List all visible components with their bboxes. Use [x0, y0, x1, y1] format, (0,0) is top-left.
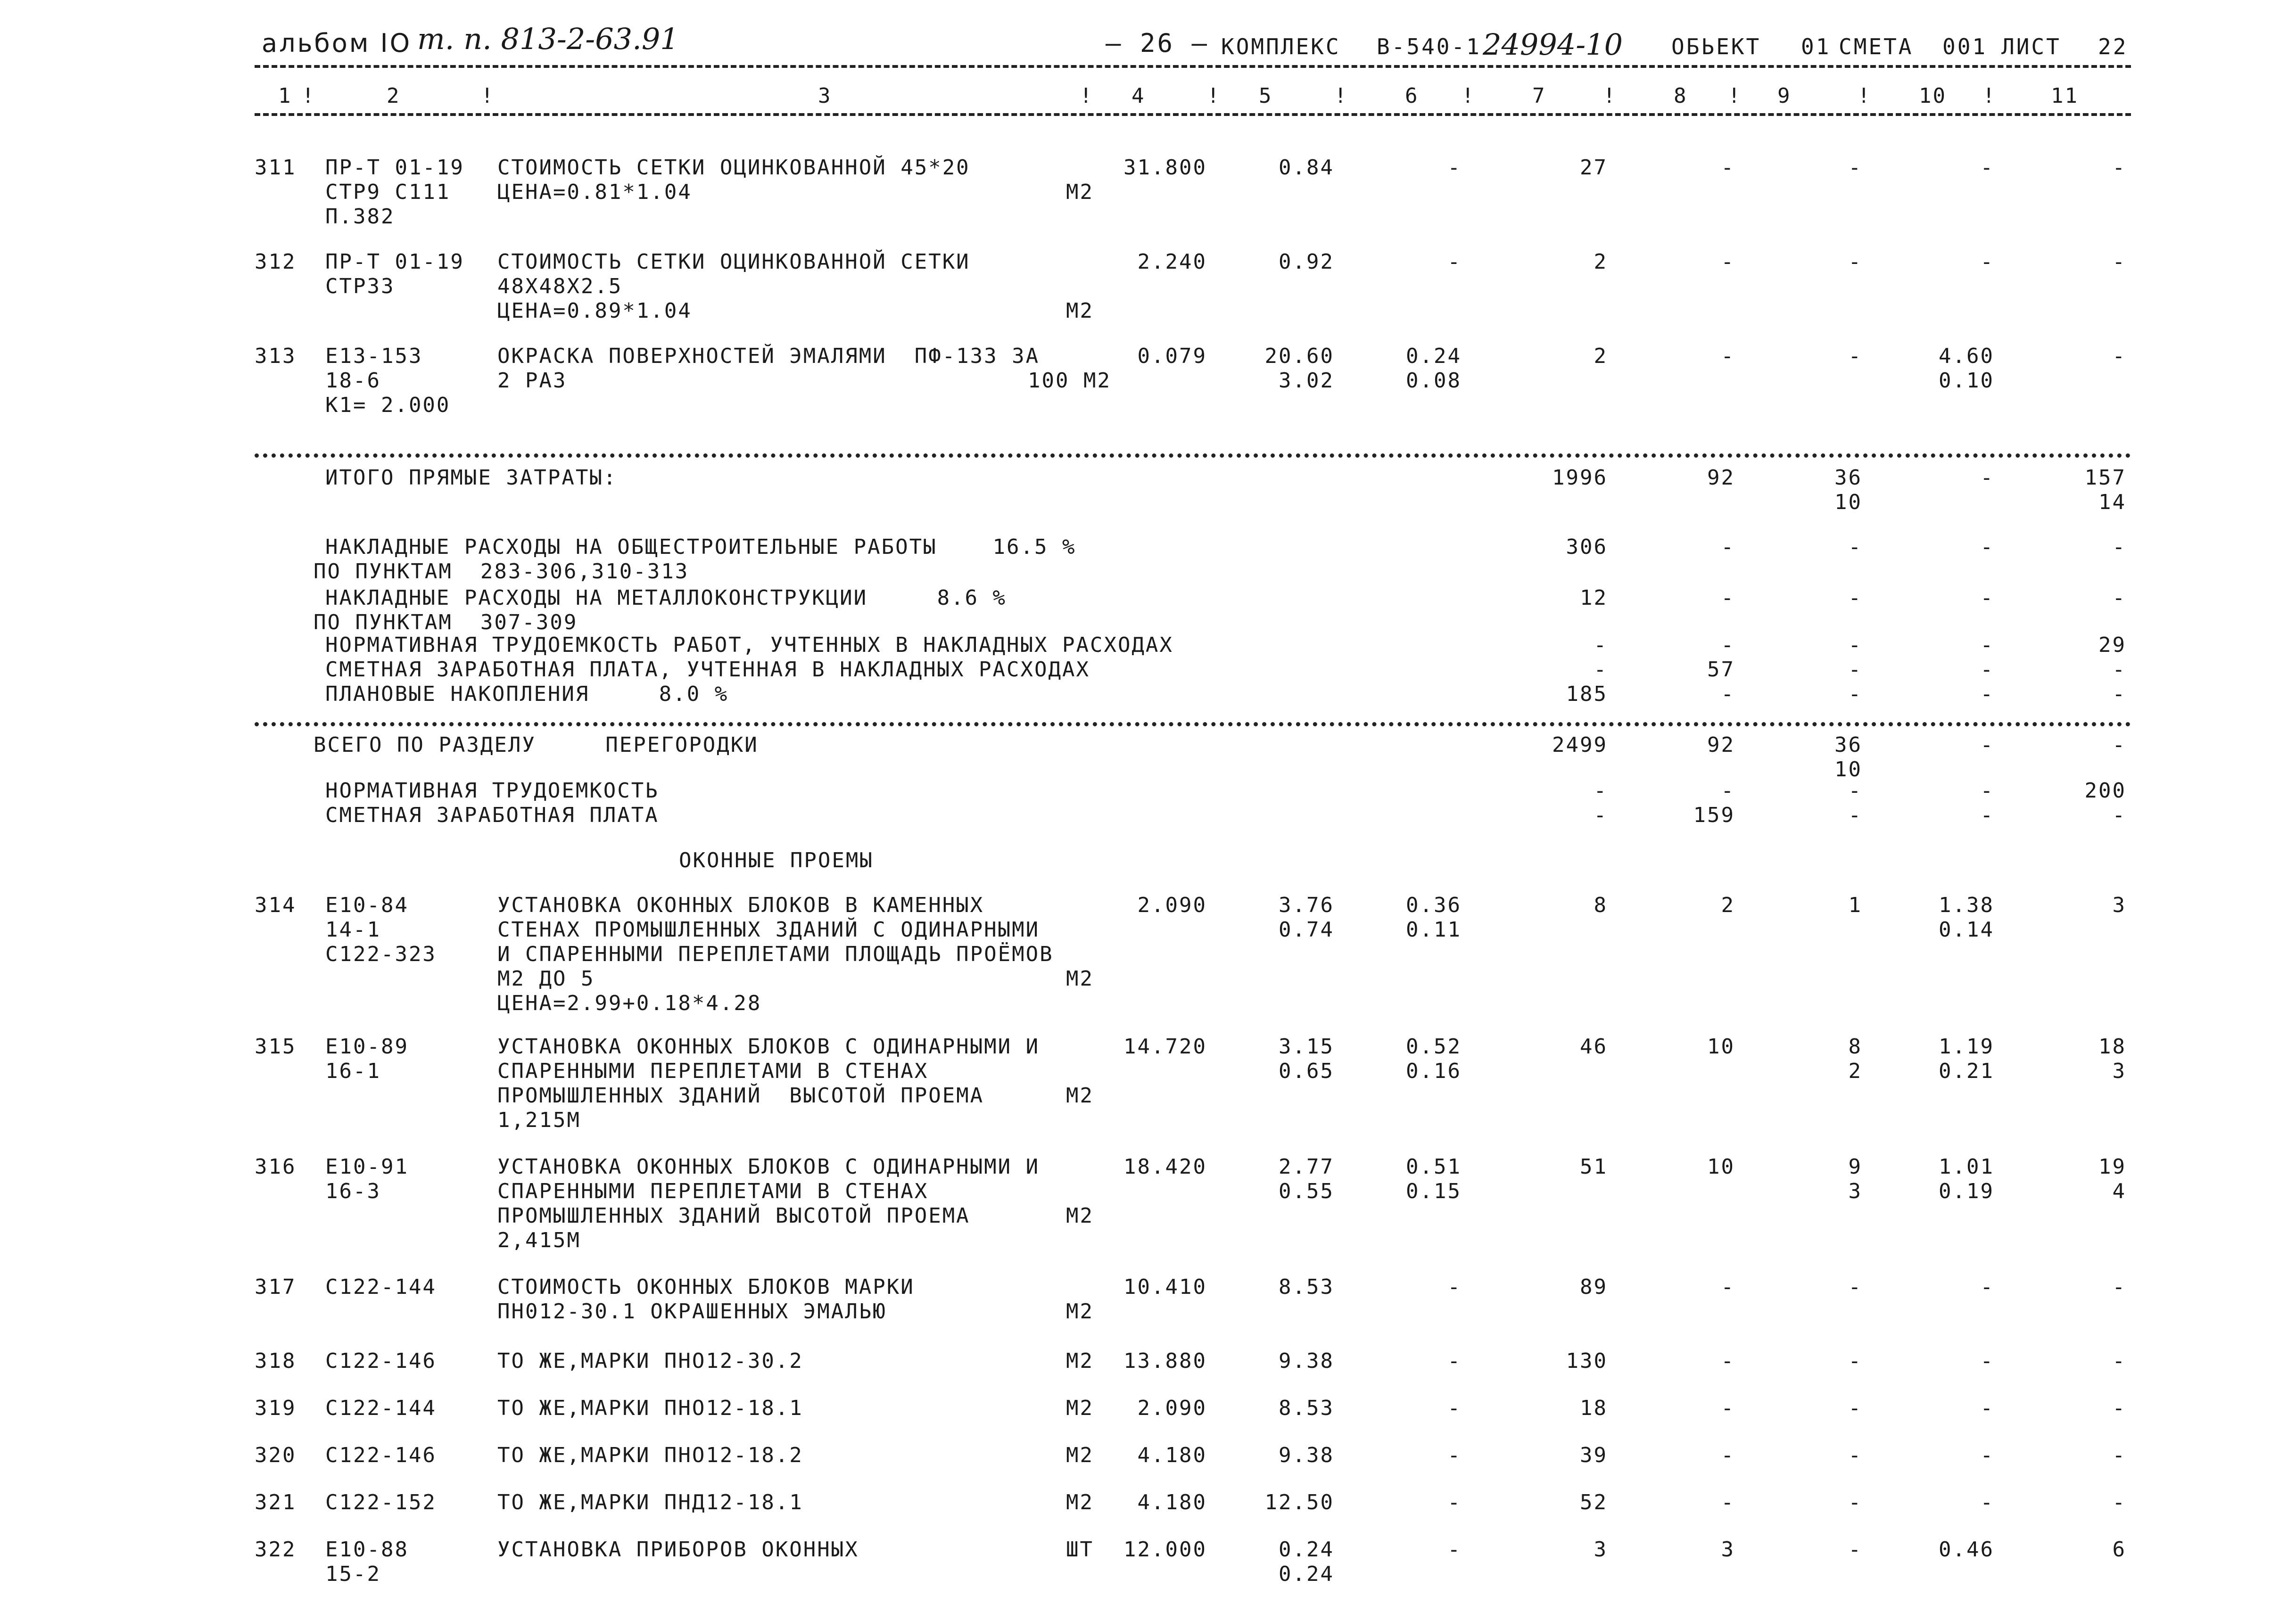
section-total-col-10: - — [1980, 733, 1994, 757]
row-description: ПРОМЫШЛЕННЫХ ЗДАНИЙ ВЫСОТОЙ ПРОЕМА — [497, 1084, 984, 1108]
row-unit: 100 М2 — [1028, 369, 1111, 393]
row-code: С122-144 — [325, 1275, 437, 1299]
row-quantity: 10.410 — [1123, 1275, 1207, 1299]
section-labor-col-7: - — [1594, 779, 1608, 803]
labor-norm-col-9: - — [1848, 633, 1862, 657]
row-unit: М2 — [1066, 1084, 1094, 1108]
row-col-10: 0.10 — [1939, 369, 1994, 393]
row-col-10: 1.19 — [1939, 1035, 1994, 1059]
row-col-6: - — [1447, 1490, 1462, 1514]
row-code: 15-2 — [325, 1562, 381, 1586]
row-col-8: 10 — [1707, 1035, 1735, 1059]
row-quantity: 2.240 — [1137, 250, 1207, 274]
row-col-7: 18 — [1580, 1396, 1608, 1420]
row-col-8: - — [1721, 1490, 1735, 1514]
row-col-5: 0.24 — [1279, 1562, 1334, 1586]
row-col-6: - — [1447, 1443, 1462, 1467]
row-description: 48Х48Х2.5 — [497, 274, 623, 298]
column-number-3: 3 — [818, 84, 832, 108]
object-value: 01 — [1801, 34, 1831, 59]
row-description: ПН012-30.1 ОКРАШЕННЫХ ЭМАЛЬЮ — [497, 1299, 887, 1324]
column-divider-6: ! — [1462, 84, 1476, 108]
row-unit: М2 — [1066, 1299, 1094, 1324]
row-col-7: 27 — [1580, 156, 1608, 180]
row-col-6: 0.51 — [1406, 1155, 1462, 1179]
section-labor-label: НОРМАТИВНАЯ ТРУДОЕМКОСТЬ — [325, 779, 659, 803]
labor-norm-col-10: - — [1980, 633, 1994, 657]
row-code: 16-1 — [325, 1059, 381, 1083]
row-col-11: - — [2112, 1396, 2126, 1420]
section-wage-col-9: - — [1848, 803, 1862, 827]
row-col-11: - — [2112, 1275, 2126, 1299]
row-code: 18-6 — [325, 369, 381, 393]
wage-col-10: - — [1980, 658, 1994, 682]
wage-label: СМЕТНАЯ ЗАРАБОТНАЯ ПЛАТА, УЧТЕННАЯ В НАКЛАДНЫХ РАСХОДАХ — [325, 658, 1090, 682]
row-description: СПАРЕННЫМИ ПЕРЕПЛЕТАМИ В СТЕНАХ — [497, 1059, 929, 1083]
row-col-10: - — [1980, 1396, 1994, 1420]
row-code: 16-3 — [325, 1179, 381, 1203]
row-description: М2 ДО 5 — [497, 967, 595, 991]
row-unit: М2 — [1066, 1490, 1094, 1514]
row-col-10: - — [1980, 250, 1994, 274]
page-number: – 26 – — [1106, 28, 1209, 58]
row-col-9: 3 — [1848, 1179, 1862, 1203]
row-col-9: 2 — [1848, 1059, 1862, 1083]
row-col-11: 4 — [2112, 1179, 2126, 1203]
row-col-11: - — [2112, 1349, 2126, 1373]
section-labor-col-10: - — [1980, 779, 1994, 803]
row-number: 318 — [255, 1349, 297, 1373]
overhead-metal-label: НАКЛАДНЫЕ РАСХОДЫ НА МЕТАЛЛОКОНСТРУКЦИИ 8.6 % — [325, 586, 1007, 610]
row-description: СТОИМОСТЬ СЕТКИ ОЦИНКОВАННОЙ СЕТКИ — [497, 250, 970, 274]
row-number: 317 — [255, 1275, 297, 1299]
overhead-metal-col-8: - — [1721, 586, 1735, 610]
row-description: ТО ЖЕ,МАРКИ ПНО12-18.2 — [497, 1443, 803, 1467]
row-col-11: 6 — [2112, 1538, 2126, 1562]
row-col-11: - — [2112, 156, 2126, 180]
direct-costs-col-7: 1996 — [1552, 466, 1608, 490]
row-code: Е10-91 — [325, 1155, 409, 1179]
row-description: СТОИМОСТЬ СЕТКИ ОЦИНКОВАННОЙ 45*20 — [497, 156, 970, 180]
header-separator-bottom — [255, 113, 2131, 116]
row-quantity: 0.079 — [1137, 344, 1207, 368]
row-col-6: - — [1447, 1275, 1462, 1299]
row-quantity: 31.800 — [1123, 156, 1207, 180]
overhead-general-label: НАКЛАДНЫЕ РАСХОДЫ НА ОБЩЕСТРОИТЕЛЬНЫЕ РАБОТЫ 16.5 % — [325, 535, 1076, 559]
row-col-9: - — [1848, 1396, 1862, 1420]
row-description: ТО ЖЕ,МАРКИ ПНО12-18.1 — [497, 1396, 803, 1420]
row-unit: М2 — [1066, 299, 1094, 323]
row-code: ПР-Т 01-19 — [325, 156, 464, 180]
overhead-general-items: ПО ПУНКТАМ 283-306,310-313 — [314, 559, 689, 584]
row-col-10: 0.21 — [1939, 1059, 1994, 1083]
column-divider-9: ! — [1858, 84, 1872, 108]
section-wage-col-7: - — [1594, 803, 1608, 827]
row-code: С122-323 — [325, 942, 437, 966]
row-col-9: - — [1848, 1275, 1862, 1299]
row-quantity: 12.000 — [1123, 1538, 1207, 1562]
row-col-7: 130 — [1566, 1349, 1608, 1373]
wage-col-8: 57 — [1707, 658, 1735, 682]
row-number: 319 — [255, 1396, 297, 1420]
row-col-7: 89 — [1580, 1275, 1608, 1299]
row-quantity: 2.090 — [1137, 893, 1207, 917]
overhead-general-col-7: 306 — [1566, 535, 1608, 559]
estimate-value: 001 — [1942, 34, 1988, 59]
column-number-8: 8 — [1674, 84, 1688, 108]
row-number: 313 — [255, 344, 297, 368]
row-number: 314 — [255, 893, 297, 917]
row-col-9: - — [1848, 250, 1862, 274]
row-col-8: - — [1721, 1275, 1735, 1299]
row-description: СПАРЕННЫМИ ПЕРЕПЛЕТАМИ В СТЕНАХ — [497, 1179, 929, 1203]
column-divider-7: ! — [1603, 84, 1617, 108]
row-col-5: 3.15 — [1279, 1035, 1334, 1059]
row-number: 315 — [255, 1035, 297, 1059]
row-code: П.382 — [325, 205, 395, 229]
row-col-6: 0.15 — [1406, 1179, 1462, 1203]
row-col-10: - — [1980, 1490, 1994, 1514]
row-description: 2,415М — [497, 1228, 581, 1252]
row-col-5: 9.38 — [1279, 1443, 1334, 1467]
row-quantity: 4.180 — [1137, 1443, 1207, 1467]
row-col-5: 20.60 — [1264, 344, 1334, 368]
labor-norm-col-8: - — [1721, 633, 1735, 657]
row-description: СТОИМОСТЬ ОКОННЫХ БЛОКОВ МАРКИ — [497, 1275, 915, 1299]
row-unit: М2 — [1066, 1349, 1094, 1373]
row-col-6: 0.16 — [1406, 1059, 1462, 1083]
row-col-10: - — [1980, 156, 1994, 180]
sheet-value: 22 — [2098, 34, 2128, 59]
row-description: УСТАНОВКА ОКОННЫХ БЛОКОВ С ОДИНАРНЫМИ И — [497, 1035, 1040, 1059]
column-divider-2: ! — [481, 84, 495, 108]
row-col-9: - — [1848, 1349, 1862, 1373]
row-col-9: - — [1848, 1490, 1862, 1514]
complex-handwritten: 24994-10 — [1483, 27, 1623, 62]
row-col-9: 9 — [1848, 1155, 1862, 1179]
row-col-8: - — [1721, 344, 1735, 368]
row-col-8: 3 — [1721, 1538, 1735, 1562]
column-number-1: 1 — [278, 84, 292, 108]
row-col-6: - — [1447, 250, 1462, 274]
row-col-10: 4.60 — [1939, 344, 1994, 368]
direct-costs-col-9: 36 — [1834, 466, 1862, 490]
direct-costs-col-9: 10 — [1834, 490, 1862, 514]
section-total-col-9: 36 — [1834, 733, 1862, 757]
section-labor-col-11: 200 — [2084, 779, 2126, 803]
row-description: 2 РАЗ — [497, 369, 567, 393]
row-col-7: 8 — [1594, 893, 1608, 917]
row-quantity: 2.090 — [1137, 1396, 1207, 1420]
row-col-10: 1.01 — [1939, 1155, 1994, 1179]
section-title-windows: ОКОННЫЕ ПРОЕМЫ — [679, 848, 874, 872]
row-description: СТЕНАХ ПРОМЫШЛЕННЫХ ЗДАНИЙ С ОДИНАРНЫМИ — [497, 918, 1040, 942]
overhead-metal-col-11: - — [2112, 586, 2126, 610]
row-number: 316 — [255, 1155, 297, 1179]
row-col-11: 3 — [2112, 893, 2126, 917]
row-col-7: 3 — [1594, 1538, 1608, 1562]
section-total-label: ВСЕГО ПО РАЗДЕЛУ ПЕРЕГОРОДКИ — [314, 733, 759, 757]
row-col-8: - — [1721, 1443, 1735, 1467]
row-unit: М2 — [1066, 1396, 1094, 1420]
row-col-5: 0.84 — [1279, 156, 1334, 180]
project-handwritten: т. п. 813-2-63.91 — [417, 22, 679, 56]
row-description: И СПАРЕННЫМИ ПЕРЕПЛЕТАМИ ПЛОЩАДЬ ПРОЁМОВ — [497, 942, 1054, 966]
row-col-9: 1 — [1848, 893, 1862, 917]
column-number-9: 9 — [1777, 84, 1792, 108]
row-col-10: 0.46 — [1939, 1538, 1994, 1562]
row-col-11: - — [2112, 250, 2126, 274]
row-col-5: 3.76 — [1279, 893, 1334, 917]
planned-savings-col-7: 185 — [1566, 682, 1608, 706]
row-quantity: 13.880 — [1123, 1349, 1207, 1373]
section-total-col-9: 10 — [1834, 757, 1862, 781]
column-divider-8: ! — [1728, 84, 1742, 108]
complex-code: В-540-1 — [1377, 34, 1481, 59]
column-divider-5: ! — [1334, 84, 1348, 108]
row-description: ПРОМЫШЛЕННЫХ ЗДАНИЙ ВЫСОТОЙ ПРОЕМА — [497, 1204, 970, 1228]
section-total-col-8: 92 — [1707, 733, 1735, 757]
section-wage-col-8: 159 — [1693, 803, 1735, 827]
row-col-8: - — [1721, 1349, 1735, 1373]
row-col-10: 0.19 — [1939, 1179, 1994, 1203]
row-col-8: - — [1721, 1396, 1735, 1420]
row-col-7: 39 — [1580, 1443, 1608, 1467]
row-col-5: 0.24 — [1279, 1538, 1334, 1562]
planned-savings-label: ПЛАНОВЫЕ НАКОПЛЕНИЯ 8.0 % — [325, 682, 729, 706]
row-col-9: - — [1848, 1443, 1862, 1467]
row-col-6: 0.08 — [1406, 369, 1462, 393]
overhead-metal-col-9: - — [1848, 586, 1862, 610]
header-separator-top — [255, 65, 2131, 68]
row-code: СТР33 — [325, 274, 395, 298]
row-col-6: 0.36 — [1406, 893, 1462, 917]
row-unit: М2 — [1066, 967, 1094, 991]
totals-separator — [255, 453, 2131, 458]
row-col-5: 0.65 — [1279, 1059, 1334, 1083]
column-number-4: 4 — [1131, 84, 1146, 108]
row-code: С122-146 — [325, 1349, 437, 1373]
estimate-label: СМЕТА — [1839, 34, 1914, 59]
wage-col-7: - — [1594, 658, 1608, 682]
row-col-11: 19 — [2098, 1155, 2126, 1179]
row-unit: М2 — [1066, 1443, 1094, 1467]
row-unit: ШТ — [1066, 1538, 1094, 1562]
overhead-general-col-8: - — [1721, 535, 1735, 559]
section-wage-col-11: - — [2112, 803, 2126, 827]
row-col-5: 0.92 — [1279, 250, 1334, 274]
row-col-8: - — [1721, 250, 1735, 274]
column-divider-4: ! — [1207, 84, 1221, 108]
row-col-8: - — [1721, 156, 1735, 180]
row-unit: М2 — [1066, 1204, 1094, 1228]
row-col-10: - — [1980, 1349, 1994, 1373]
row-col-6: - — [1447, 1349, 1462, 1373]
row-col-9: - — [1848, 1538, 1862, 1562]
row-col-7: 46 — [1580, 1035, 1608, 1059]
section-wage-col-10: - — [1980, 803, 1994, 827]
row-description: ЦЕНА=0.81*1.04 — [497, 180, 692, 204]
row-col-9: - — [1848, 156, 1862, 180]
row-number: 322 — [255, 1538, 297, 1562]
row-code: 14-1 — [325, 918, 381, 942]
row-quantity: 18.420 — [1123, 1155, 1207, 1179]
section-total-col-7: 2499 — [1552, 733, 1608, 757]
row-col-7: 52 — [1580, 1490, 1608, 1514]
direct-costs-col-11: 14 — [2098, 490, 2126, 514]
labor-norm-col-11: 29 — [2098, 633, 2126, 657]
row-description: ЦЕНА=2.99+0.18*4.28 — [497, 991, 762, 1015]
row-col-9: 8 — [1848, 1035, 1862, 1059]
direct-costs-col-10: - — [1980, 466, 1994, 490]
row-col-5: 9.38 — [1279, 1349, 1334, 1373]
row-code: Е10-89 — [325, 1035, 409, 1059]
direct-costs-label: ИТОГО ПРЯМЫЕ ЗАТРАТЫ: — [325, 466, 618, 490]
row-code: СТР9 С111 — [325, 180, 451, 204]
row-unit: М2 — [1066, 180, 1094, 204]
row-description: УСТАНОВКА ОКОННЫХ БЛОКОВ С ОДИНАРНЫМИ И — [497, 1155, 1040, 1179]
row-col-10: - — [1980, 1443, 1994, 1467]
row-description: ТО ЖЕ,МАРКИ ПНО12-30.2 — [497, 1349, 803, 1373]
column-number-5: 5 — [1259, 84, 1273, 108]
overhead-metal-items: ПО ПУНКТАМ 307-309 — [314, 610, 578, 634]
row-col-6: - — [1447, 1538, 1462, 1562]
direct-costs-col-11: 157 — [2084, 466, 2126, 490]
row-code: Е10-88 — [325, 1538, 409, 1562]
album-label: альбом IO — [262, 28, 412, 58]
wage-col-9: - — [1848, 658, 1862, 682]
planned-savings-col-11: - — [2112, 682, 2126, 706]
row-description: УСТАНОВКА ОКОННЫХ БЛОКОВ В КАМЕННЫХ — [497, 893, 984, 917]
row-description: ОКРАСКА ПОВЕРХНОСТЕЙ ЭМАЛЯМИ ПФ-133 ЗА — [497, 344, 1040, 368]
row-col-10: 1.38 — [1939, 893, 1994, 917]
row-col-11: 3 — [2112, 1059, 2126, 1083]
row-col-5: 0.55 — [1279, 1179, 1334, 1203]
row-number: 321 — [255, 1490, 297, 1514]
row-col-5: 12.50 — [1264, 1490, 1334, 1514]
row-col-5: 0.74 — [1279, 918, 1334, 942]
object-label: ОБЬЕКТ — [1671, 34, 1761, 59]
column-divider-3: ! — [1080, 84, 1094, 108]
row-col-6: 0.11 — [1406, 918, 1462, 942]
section-labor-col-9: - — [1848, 779, 1862, 803]
direct-costs-col-8: 92 — [1707, 466, 1735, 490]
row-quantity: 4.180 — [1137, 1490, 1207, 1514]
row-code: Е13-153 — [325, 344, 423, 368]
row-col-7: 2 — [1594, 250, 1608, 274]
section-total-col-11: - — [2112, 733, 2126, 757]
row-description: ЦЕНА=0.89*1.04 — [497, 299, 692, 323]
row-number: 311 — [255, 156, 297, 180]
planned-savings-col-9: - — [1848, 682, 1862, 706]
row-col-5: 8.53 — [1279, 1396, 1334, 1420]
row-col-11: - — [2112, 1490, 2126, 1514]
row-col-8: 10 — [1707, 1155, 1735, 1179]
row-code: К1= 2.000 — [325, 393, 451, 417]
planned-savings-col-8: - — [1721, 682, 1735, 706]
row-description: 1,215М — [497, 1108, 581, 1132]
complex-label: КОМПЛЕКС — [1221, 34, 1341, 59]
overhead-metal-col-10: - — [1980, 586, 1994, 610]
overhead-general-col-11: - — [2112, 535, 2126, 559]
column-divider-1: ! — [302, 84, 316, 108]
row-col-10: 0.14 — [1939, 918, 1994, 942]
row-col-8: 2 — [1721, 893, 1735, 917]
row-col-6: - — [1447, 1396, 1462, 1420]
row-quantity: 14.720 — [1123, 1035, 1207, 1059]
row-col-5: 8.53 — [1279, 1275, 1334, 1299]
section-total-separator — [255, 722, 2131, 726]
row-col-7: 51 — [1580, 1155, 1608, 1179]
overhead-general-col-10: - — [1980, 535, 1994, 559]
sheet-label: ЛИСТ — [2001, 34, 2061, 59]
row-col-11: - — [2112, 344, 2126, 368]
overhead-general-col-9: - — [1848, 535, 1862, 559]
column-number-7: 7 — [1532, 84, 1546, 108]
row-col-6: 0.24 — [1406, 344, 1462, 368]
column-divider-10: ! — [1982, 84, 1997, 108]
row-code: С122-152 — [325, 1490, 437, 1514]
column-number-10: 10 — [1919, 84, 1947, 108]
row-col-11: 18 — [2098, 1035, 2126, 1059]
row-number: 320 — [255, 1443, 297, 1467]
row-col-5: 2.77 — [1279, 1155, 1334, 1179]
column-number-2: 2 — [387, 84, 401, 108]
row-number: 312 — [255, 250, 297, 274]
labor-norm-label: НОРМАТИВНАЯ ТРУДОЕМКОСТЬ РАБОТ, УЧТЕННЫХ В НАКЛАДНЫХ РАСХОДАХ — [325, 633, 1173, 657]
row-col-6: 0.52 — [1406, 1035, 1462, 1059]
row-col-5: 3.02 — [1279, 369, 1334, 393]
planned-savings-col-10: - — [1980, 682, 1994, 706]
row-col-6: - — [1447, 156, 1462, 180]
row-col-9: - — [1848, 344, 1862, 368]
column-number-11: 11 — [2051, 84, 2079, 108]
column-number-6: 6 — [1405, 84, 1419, 108]
labor-norm-col-7: - — [1594, 633, 1608, 657]
row-code: С122-144 — [325, 1396, 437, 1420]
row-col-10: - — [1980, 1275, 1994, 1299]
row-col-11: - — [2112, 1443, 2126, 1467]
overhead-metal-col-7: 12 — [1580, 586, 1608, 610]
section-wage-label: СМЕТНАЯ ЗАРАБОТНАЯ ПЛАТА — [325, 803, 659, 827]
wage-col-11: - — [2112, 658, 2126, 682]
row-code: С122-146 — [325, 1443, 437, 1467]
row-code: ПР-Т 01-19 — [325, 250, 464, 274]
section-labor-col-8: - — [1721, 779, 1735, 803]
row-description: ТО ЖЕ,МАРКИ ПНД12-18.1 — [497, 1490, 803, 1514]
row-description: УСТАНОВКА ПРИБОРОВ ОКОННЫХ — [497, 1538, 859, 1562]
row-col-7: 2 — [1594, 344, 1608, 368]
row-code: Е10-84 — [325, 893, 409, 917]
